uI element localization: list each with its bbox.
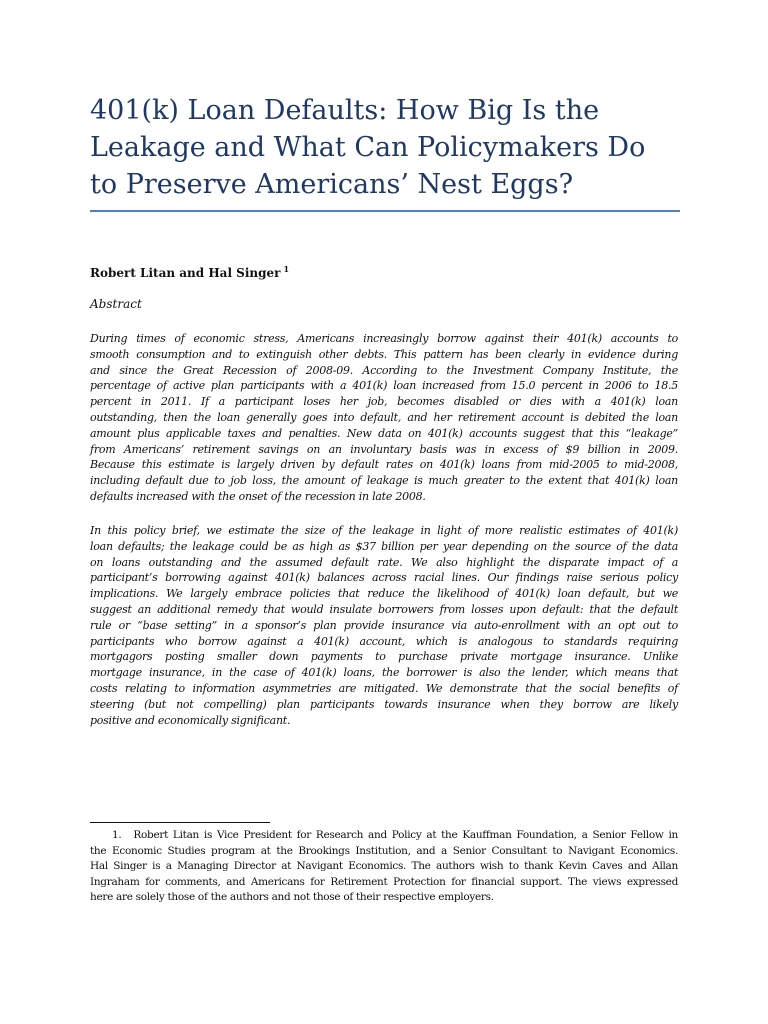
paragraph-line: Because this estimate is largely driven by default rates on 401(k) loans from mid-2005 to mid-2008,	[90, 458, 678, 472]
paragraph-line: on loans outstanding and the assumed default rate. We also highlight the disparate impact of a	[90, 555, 678, 569]
author-line	[90, 264, 289, 280]
footnote-text: Robert Litan is Vice President for Research and Policy at the Kauffman Foundation, a Senior Fellow in	[133, 829, 678, 841]
footnote-marker: 1	[283, 264, 290, 274]
footnote-line: Ingraham for comments, and Americans for Retirement Protection for financial support. The views expressed	[90, 875, 678, 888]
title-line: 401(k) Loan Defaults: How Big Is the	[90, 95, 600, 126]
paragraph-line: mortgage insurance, in the case of 401(k) loans, the borrower is also the lender, which means that	[90, 666, 678, 680]
paragraph-line: including default due to job loss, the amount of leakage is much greater to the extent that 401(k) loan	[90, 474, 678, 488]
footnote-separator	[90, 822, 270, 823]
paragraph-line: loan defaults; the leakage could be as high as $37 billion per year depending on the source of the data	[90, 539, 678, 553]
abstract-heading: Abstract	[90, 297, 142, 311]
paragraph-line: positive and economically significant.	[90, 713, 291, 727]
paragraph-line: steering (but not compelling) plan participants towards insurance when they borrow are likely	[90, 697, 678, 711]
footnote-line: Hal Singer is a Managing Director at Navigant Economics. The authors wish to thank Kevin Caves and Allan	[90, 860, 678, 872]
title-underline	[90, 210, 680, 212]
document-title	[90, 92, 690, 203]
abstract-paragraph-2	[90, 523, 678, 728]
footnote-line: the Economic Studies program at the Brookings Institution, and a Senior Consultant to Navigant Economics.	[90, 844, 678, 857]
footnote-number: 1.	[112, 829, 122, 841]
paragraph-line: from Americans’ retirement savings on an involuntary basis was in excess of $9 billion in 2009.	[90, 442, 678, 456]
paragraph-line: rule or “base setting” in a sponsor’s plan provide insurance via auto-enrollment with an opt out to	[90, 618, 678, 632]
title-line: to Preserve Americans’ Nest Eggs?	[90, 169, 574, 200]
author-names: Robert Litan and Hal Singer	[90, 266, 281, 280]
paragraph-line: mortgagors posting smaller down payments to purchase private mortgage insurance. Unlike	[90, 650, 678, 664]
paragraph-line: and since the Great Recession of 2008-09. According to the Investment Company Institute, the	[90, 363, 678, 377]
paragraph-line: amount plus applicable taxes and penalties. New data on 401(k) accounts suggest that this “leakage”	[90, 426, 678, 440]
paragraph-line: participant’s borrowing against 401(k) balances across racial lines. Our findings raise serious policy	[90, 571, 678, 585]
paragraph-line: outstanding, then the loan generally goes into default, and her retirement account is debited the loan	[90, 410, 678, 424]
paragraph-line: defaults increased with the onset of the recession in late 2008.	[90, 489, 426, 503]
paragraph-line: In this policy brief, we estimate the size of the leakage in light of more realistic estimates of 401(k)	[90, 524, 678, 537]
paragraph-line: participants who borrow against a 401(k) account, which is analogous to standards requiring	[90, 634, 678, 648]
paragraph-line: implications. We largely embrace policies that reduce the likelihood of 401(k) loan default, but we	[90, 587, 678, 601]
paragraph-line: smooth consumption and to extinguish other debts. This pattern has been clearly in evidence during	[90, 347, 678, 361]
paragraph-line: percentage of active plan participants with a 401(k) loan increased from 15.0 percent in 2006 to 18.5	[90, 379, 678, 393]
paragraph-line: During times of economic stress, Americans increasingly borrow against their 401(k) accounts to	[90, 332, 678, 345]
paragraph-line: percent in 2011. If a participant loses her job, becomes disabled or dies with a 401(k) loan	[90, 395, 678, 409]
title-line: Leakage and What Can Policymakers Do	[90, 132, 646, 163]
footnote	[90, 828, 678, 906]
paragraph-line: suggest an additional remedy that would insulate borrowers from losses upon default: that the default	[90, 602, 678, 616]
footnote-line	[90, 828, 678, 844]
paragraph-line: costs relating to information asymmetries are mitigated. We demonstrate that the social benefits of	[90, 681, 678, 695]
footnote-line: here are solely those of the authors and not those of their respective employers.	[90, 891, 494, 903]
abstract-paragraph-1	[90, 331, 678, 505]
